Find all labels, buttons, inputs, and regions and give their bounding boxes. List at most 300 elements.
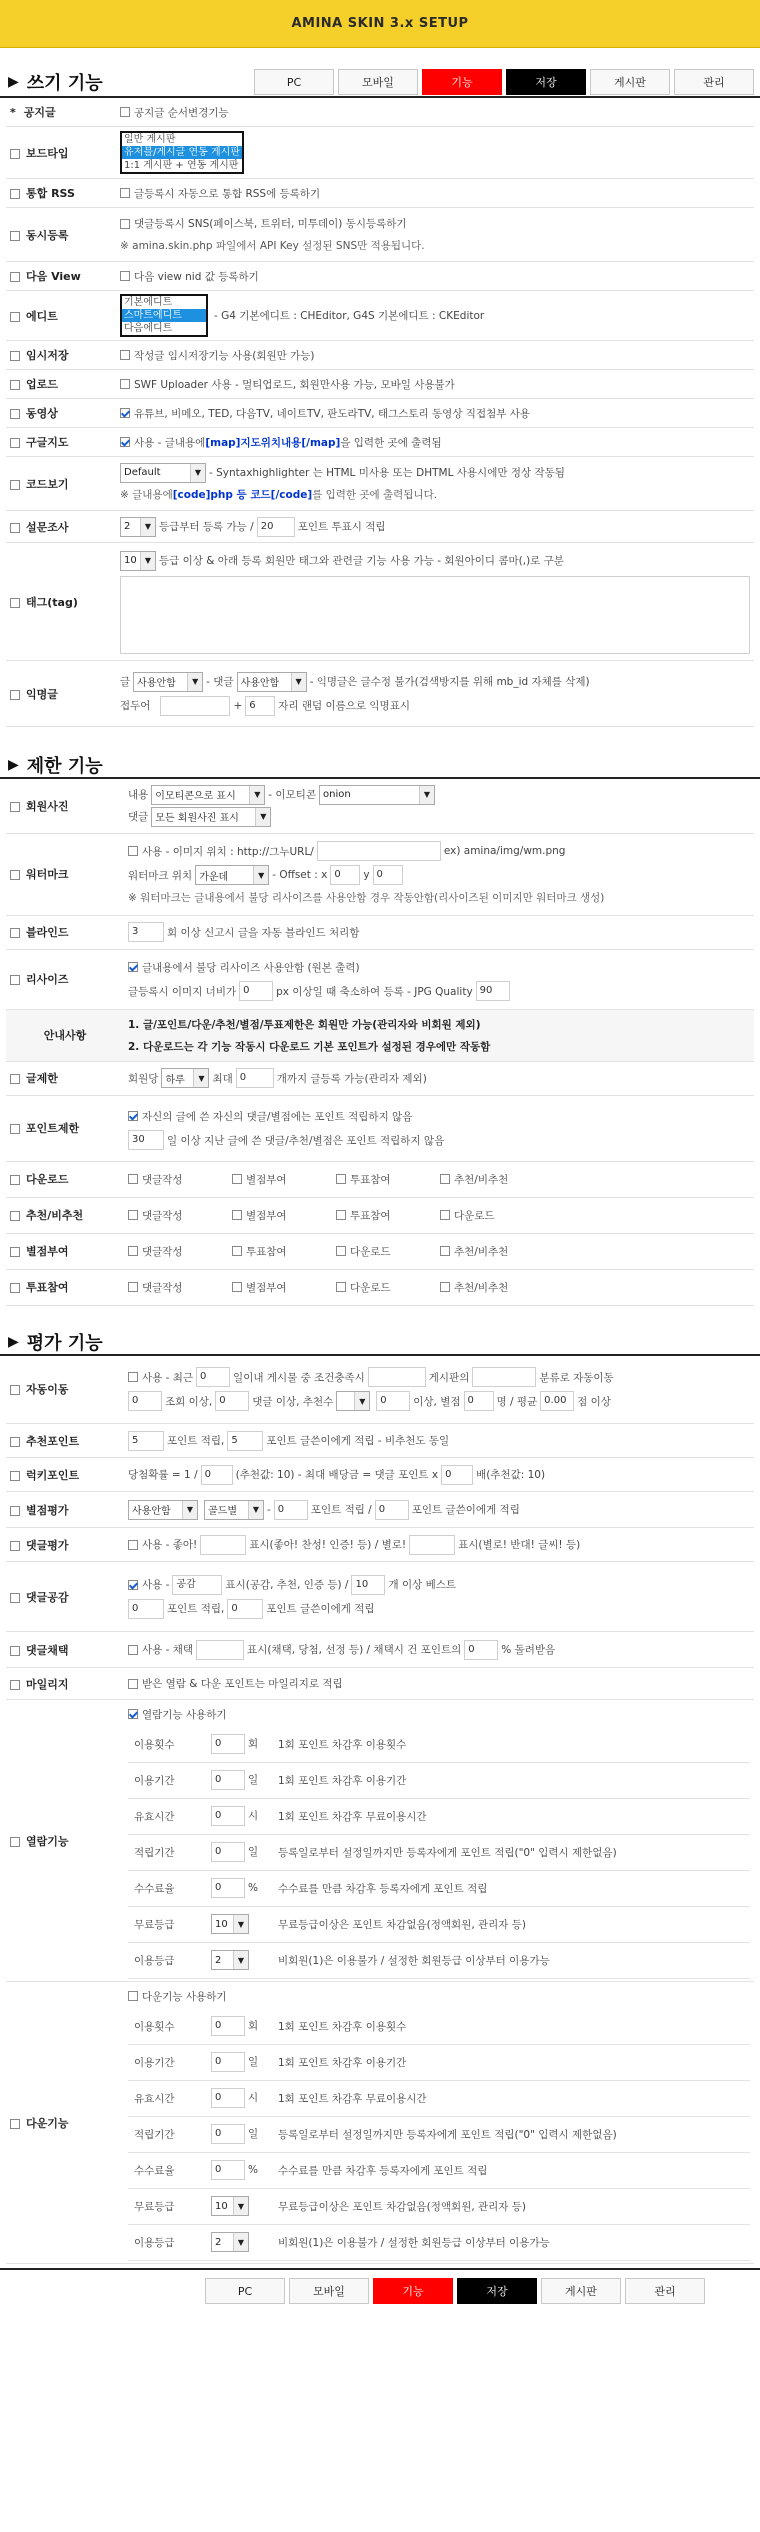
boardtype-label: 보드타입 — [26, 146, 69, 160]
sub-setting-desc: 1회 포인트 차감후 이용횟수 — [278, 1726, 750, 1762]
admin-button[interactable]: 관리 — [625, 2278, 705, 2304]
crate-text: 사용 - 좋아! — [142, 1539, 198, 1551]
resize-text: 글등록시 이미지 너비가 — [128, 985, 237, 998]
option-text: 댓글작성 — [142, 1173, 183, 1186]
auto-checkbox[interactable] — [10, 1385, 20, 1395]
select-value: Default — [124, 467, 161, 478]
dl-option-text: 다운기능 사용하기 — [142, 1990, 227, 2003]
resize-option-checkbox[interactable] — [128, 962, 138, 972]
anon-post-select[interactable] — [133, 672, 203, 692]
chevron-down-icon: ▼ — [140, 552, 155, 570]
sub-setting-desc: 수수료를 만큼 차감후 등록자에게 포인트 적립 — [278, 1870, 750, 1906]
wm-checkbox[interactable] — [10, 870, 20, 880]
sub-setting-label: 이용등급 — [128, 1942, 208, 1978]
option-checkbox[interactable] — [336, 1282, 346, 1292]
temp-checkbox[interactable] — [10, 351, 20, 361]
mile-option-checkbox[interactable] — [128, 1679, 138, 1689]
sub-setting-select[interactable] — [211, 1950, 249, 1970]
starr-style-select[interactable] — [204, 1500, 264, 1520]
wlimit-count-input[interactable]: 0 — [236, 1068, 274, 1088]
emoticon-select[interactable] — [319, 785, 435, 805]
plimit-text: 일 이상 지난 글에 쓴 댓글/추천/별점은 포인트 적립하지 않음 — [167, 1134, 445, 1147]
sub-setting-desc: 무료등급이상은 포인트 차감없음(정액회원, 관리자 등) — [278, 1906, 750, 1942]
notice-option-text: 공지글 순서변경기능 — [134, 106, 229, 119]
starr-checkbox[interactable] — [10, 1506, 20, 1516]
feature-button[interactable]: 기능 — [373, 2278, 453, 2304]
auto-star-input[interactable]: 0 — [464, 1391, 494, 1411]
option-text: 댓글작성 — [142, 1209, 183, 1222]
section-header-rate — [0, 1330, 760, 1356]
anon-text: 자리 랜덤 이름으로 익명표시 — [278, 700, 410, 712]
cpick-label-input[interactable] — [196, 1640, 244, 1660]
sub-setting-input[interactable]: 0 — [211, 2016, 245, 2036]
cemp-label-input[interactable]: 공감 — [172, 1575, 222, 1595]
option-checkbox[interactable] — [440, 1210, 450, 1220]
sub-setting-label: 수수료율 — [128, 2152, 208, 2188]
rss-option-checkbox[interactable] — [120, 188, 130, 198]
listbox-option[interactable]: 다음에디트 — [124, 323, 173, 334]
code-style-select[interactable] — [120, 463, 206, 483]
sub-setting-select[interactable] — [211, 1914, 249, 1934]
sub-setting-desc: 비회원(1)은 이용불가 / 설정한 회원등급 이상부터 이용가능 — [278, 2224, 750, 2260]
anon-label: 익명글 — [26, 687, 58, 701]
resize-width-input[interactable]: 0 — [239, 981, 273, 1001]
info-label: 안내사항 — [43, 1029, 87, 1042]
sub-setting-input[interactable]: 0 — [211, 2160, 245, 2180]
gmap-tail: 을 입력한 곳에 출력됨 — [340, 436, 442, 449]
code-checkbox[interactable] — [10, 480, 20, 490]
chevron-down-icon: ▼ — [182, 1501, 197, 1519]
chevron-down-icon: ▼ — [255, 808, 270, 826]
option-text: 추천/비추천 — [454, 1281, 509, 1294]
recom-checkbox[interactable] — [10, 1211, 20, 1221]
sub-setting-desc: 1회 포인트 차감후 무료이용시간 — [278, 1798, 750, 1834]
select-value: 하루 — [165, 1074, 185, 1086]
auto-text: 조회 이상, — [165, 1395, 213, 1408]
survey-checkbox[interactable] — [10, 523, 20, 533]
select-value: 사용안함 — [240, 678, 280, 689]
dl-label: 다운기능 — [26, 2116, 69, 2130]
video-option-checkbox[interactable] — [120, 408, 130, 418]
plimit-label: 포인트제한 — [26, 1122, 80, 1135]
option-checkbox[interactable] — [128, 1282, 138, 1292]
auto-text: 명 / 평균 — [496, 1395, 538, 1408]
chevron-down-icon: ▼ — [233, 2197, 248, 2215]
wm-position-select[interactable] — [195, 865, 269, 885]
lucky-text: 당첨확률 = 1 / — [128, 1469, 198, 1481]
gmap-checkbox[interactable] — [10, 438, 20, 448]
temp-option-text: 작성글 임시저장기능 사용(회원만 가능) — [134, 349, 315, 362]
photo-comment-select[interactable] — [151, 807, 271, 827]
cemp-text: 사용 - — [142, 1579, 170, 1591]
crate-label: 댓글평가 — [26, 1538, 69, 1552]
wlimit-checkbox[interactable] — [10, 1074, 20, 1084]
wm-offset-x-input[interactable]: 0 — [330, 865, 360, 885]
sub-setting-select[interactable] — [211, 2232, 249, 2252]
survey-text2: 포인트 투표시 적립 — [297, 521, 386, 533]
sub-setting-desc: 등록일로부터 설정일까지만 등록자에게 포인트 적립("0" 입력시 제한없음) — [278, 2116, 750, 2152]
sub-setting-row — [128, 2044, 750, 2080]
starr-text: - — [267, 1503, 271, 1516]
select-value: 2 — [124, 521, 131, 532]
listbox-option[interactable]: 일반 게시판 — [124, 134, 176, 145]
option-checkbox[interactable] — [128, 1246, 138, 1256]
star-checkbox[interactable] — [10, 1247, 20, 1257]
editor-checkbox[interactable] — [10, 312, 20, 322]
feature-button[interactable]: 기능 — [422, 69, 502, 95]
select-value: 2 — [215, 2236, 222, 2248]
option-checkbox[interactable] — [232, 1210, 242, 1220]
photo-text: 내용 — [128, 789, 149, 802]
mobile-button[interactable]: 모바일 — [289, 2278, 369, 2304]
auto-avg-input[interactable]: 0.00 — [540, 1391, 574, 1411]
resize-text: px 이상일 때 축소하여 등록 - JPG Quality — [276, 985, 473, 998]
sub-setting-input[interactable]: 0 — [211, 2088, 245, 2108]
vote-checkbox[interactable] — [10, 1283, 20, 1293]
crate-text: 표시(좋아! 찬성! 인증! 등) / 별로! — [249, 1539, 407, 1551]
rp-point-input[interactable]: 5 — [128, 1431, 164, 1451]
crate-bad-input[interactable] — [409, 1535, 455, 1555]
cpick-checkbox[interactable] — [10, 1646, 20, 1656]
select-value: 10 — [215, 1918, 228, 1930]
page-title: AMINA SKIN 3.x SETUP — [291, 16, 469, 31]
recom-label: 추천/비추천 — [26, 1209, 84, 1222]
sub-setting-unit: 시 — [248, 1810, 259, 1823]
upload-checkbox[interactable] — [10, 380, 20, 390]
bottom-button-bar — [0, 2268, 760, 2312]
read-option-text: 열람기능 사용하기 — [142, 1708, 227, 1721]
save-button[interactable]: 저장 — [457, 2278, 537, 2304]
sub-setting-input[interactable]: 0 — [211, 2124, 245, 2144]
option-text: 투표참여 — [350, 1173, 391, 1186]
sns-option-checkbox[interactable] — [120, 219, 130, 229]
auto-comments-input[interactable]: 0 — [215, 1391, 249, 1411]
blind-checkbox[interactable] — [10, 928, 20, 938]
sns-checkbox[interactable] — [10, 231, 20, 241]
temp-option-checkbox[interactable] — [120, 350, 130, 360]
sub-setting-select[interactable] — [211, 2196, 249, 2216]
anon-text: - 댓글 — [206, 676, 234, 688]
auto-text: 점 이상 — [577, 1395, 611, 1408]
cpick-percent-input[interactable]: 0 — [464, 1640, 498, 1660]
view-label: 다음 View — [26, 270, 81, 283]
option-checkbox[interactable] — [232, 1174, 242, 1184]
option-text: 댓글작성 — [142, 1281, 183, 1294]
auto-recommend-input[interactable]: 0 — [376, 1391, 410, 1411]
chevron-down-icon: ▼ — [354, 1392, 369, 1410]
star-label: 별점부여 — [26, 1245, 69, 1258]
photo-text: 댓글 — [128, 811, 149, 824]
auto-text: 이상, 별점 — [413, 1395, 461, 1408]
gmap-option-checkbox[interactable] — [120, 437, 130, 447]
sub-setting-input[interactable]: 0 — [211, 1734, 245, 1754]
lucky-mult-input[interactable]: 0 — [441, 1465, 473, 1485]
option-checkbox[interactable] — [128, 1210, 138, 1220]
resize-label: 리사이즈 — [26, 973, 69, 986]
anon-comment-select[interactable] — [237, 672, 307, 692]
sub-setting-label: 무료등급 — [128, 2188, 208, 2224]
wm-text: - Offset : x — [272, 869, 328, 881]
resize-option-text: 글내용에서 불당 리사이즈 사용안함 (원본 출력) — [142, 961, 360, 974]
jpg-quality-input[interactable]: 90 — [476, 981, 510, 1001]
option-text: 투표참여 — [246, 1245, 287, 1258]
dl-checkbox[interactable] — [10, 2119, 20, 2129]
sns-label: 동시등록 — [26, 228, 69, 242]
crate-option-checkbox[interactable] — [128, 1540, 138, 1550]
sns-note: ※ amina.skin.php 파일에서 API Key 설정된 SNS만 적용됩니다. — [120, 240, 425, 252]
starr-point-input[interactable]: 0 — [274, 1500, 308, 1520]
listbox-option[interactable]: 1:1 게시판 + 연동 게시판 — [124, 160, 239, 171]
select-value: 사용안함 — [132, 1506, 171, 1517]
photo-text: - 이모티콘 — [268, 789, 316, 802]
sub-setting-label: 적립기간 — [128, 1834, 208, 1870]
tag-label: 태그(tag) — [26, 595, 78, 609]
select-value: 10 — [215, 2200, 228, 2212]
anon-prefix-input[interactable] — [160, 696, 230, 716]
sns-option-text: 댓글등록시 SNS(페이스북, 트위터, 미투데이) 동시등록하기 — [134, 218, 407, 230]
temp-label: 임시저장 — [26, 349, 69, 362]
cpick-option-checkbox[interactable] — [128, 1645, 138, 1655]
sub-setting-input[interactable]: 0 — [211, 1878, 245, 1898]
sub-setting-label: 이용횟수 — [128, 2008, 208, 2044]
select-value: 2 — [215, 1954, 222, 1966]
write-settings-table: * 공지글 공지글 순서변경기능 보드타입 일반 게시판 유저블/게시글 연동 게시판 1:1 게시판 + 연동 게시판 통합 RSS 글등록시 자동으로 통합 RSS에 등록하기 동시등록 댓글등록시 SNS(페이스북, 트위터, 미투데이) 동시등록하기 ※ amina.skin.php 파일에서 API Key 설정된 SNS만 적용됩니다. 다음 View 다음 view nid 값 등록하기 에디트 기본에디트 스마트에디트 다음에디트 - G4 기본에디트 : CHEditor, G4S 기본에디트 : CKEditor 임시저장 작성글 임시저장기능 사용(회원만 가능) 업로드 SWF Uploader 사용 - 멀티업로드, 회원만사용 가능, 모바일 사용불가 동영상 유튜브, 비메오, TED, 다음TV, 네이트TV, 판도라TV, 태그스토리 동영상 직접첨부 사용 구글지도 사용 - 글내용에 [map]지도위치내용[/map] 을 입력한 곳에 출력됨 코드보기 Default ▼ - Syntaxhighlighter 는 HTML 미사용 또는 DHTML 사용시에만 정상 작동됨 ※ 글내용에 [code]php 등 코드[/code] 를 입력한 곳에 출력됩니다. 설문조사 2 ▼ 등급부터 등록 가능 / 20 포인트 투표시 적립 태그(tag) 10 ▼ 등급 이상 & 아래 등록 회원만 태그와 관련글 기능 사용 가능 - 회원아이디 콤마(,)로 구분 익명글 글 사용안함 ▼ - 댓글 사용안함 ▼ - 익명글은 글수정 불가(검색방지를 위해 mb_id 자체를 삭제) 접두어 + 6 자리 랜덤 이름으로 익명표시 — [6, 98, 754, 727]
mile-option-text: 받은 열람 & 다운 포인트는 마일리지로 적립 — [142, 1678, 343, 1690]
sub-setting-desc: 비회원(1)은 이용불가 / 설정한 회원등급 이상부터 이용가능 — [278, 1942, 750, 1978]
section-header-write — [0, 68, 760, 98]
down-checkbox[interactable] — [10, 1175, 20, 1185]
option-checkbox[interactable] — [232, 1282, 242, 1292]
pc-button[interactable]: PC — [205, 2278, 285, 2304]
video-label: 동영상 — [26, 407, 58, 420]
listbox-option[interactable]: 기본에디트 — [124, 297, 173, 308]
notice-label: 공지글 — [23, 106, 56, 119]
editor-desc: - G4 기본에디트 : CHEditor, G4S 기본에디트 : CKEditor — [214, 310, 485, 322]
rss-checkbox[interactable] — [10, 189, 20, 199]
code-note-tail: 를 입력한 곳에 출력됩니다. — [312, 489, 438, 501]
code-desc: - Syntaxhighlighter 는 HTML 미사용 또는 DHTML 사용시에만 정상 작동됨 — [209, 467, 565, 479]
tag-level-select[interactable] — [120, 551, 156, 571]
cpick-text: % 돌려받음 — [501, 1644, 556, 1656]
chevron-down-icon: ▼ — [187, 673, 202, 691]
wlimit-text: 회원당 — [128, 1072, 159, 1085]
starr-label: 별점평가 — [26, 1503, 69, 1517]
option-checkbox[interactable] — [440, 1174, 450, 1184]
auto-views-input[interactable]: 0 — [128, 1391, 162, 1411]
sub-setting-row — [128, 1762, 750, 1798]
auto-text: 댓글 이상, 추천수 — [252, 1395, 334, 1408]
lucky-text: (추천값: 10) - 최대 배당금 = 댓글 포인트 x — [235, 1469, 439, 1481]
plimit-checkbox[interactable] — [10, 1124, 20, 1134]
option-checkbox[interactable] — [336, 1210, 346, 1220]
wm-offset-y-input[interactable]: 0 — [373, 865, 403, 885]
survey-label: 설문조사 — [26, 520, 69, 534]
wm-note: ※ 워터마크는 글내용에서 불당 리사이즈를 사용안함 경우 작동안함(리사이즈된 이미지만 워터마크 생성) — [128, 891, 605, 904]
rp-label: 추천포인트 — [26, 1434, 80, 1448]
wm-option-text: 사용 - 이미지 위치 : http://그누URL/ — [142, 845, 314, 858]
section-title-write: 쓰기 기능 — [26, 73, 103, 94]
mobile-button[interactable]: 모바일 — [338, 69, 418, 95]
sub-setting-row — [128, 1726, 750, 1762]
cemp-point-input[interactable]: 0 — [128, 1599, 164, 1619]
sub-setting-unit: 일 — [248, 1846, 259, 1859]
lucky-text: 배(추천값: 10) — [476, 1469, 546, 1481]
rp-checkbox[interactable] — [10, 1437, 20, 1447]
sub-setting-input[interactable]: 0 — [211, 1806, 245, 1826]
cemp-option-checkbox[interactable] — [128, 1580, 138, 1590]
editor-listbox[interactable] — [120, 294, 208, 337]
chevron-down-icon: ▼ — [419, 786, 434, 804]
dl-settings-subtable — [128, 2008, 750, 2261]
board-button[interactable]: 게시판 — [541, 2278, 621, 2304]
sub-setting-input[interactable]: 0 — [211, 2052, 245, 2072]
top-banner — [0, 0, 760, 48]
view-checkbox[interactable] — [10, 272, 20, 282]
video-option-text: 유튜브, 비메오, TED, 다음TV, 네이트TV, 판도라TV, 태그스토리 동영상 직접첨부 사용 — [134, 407, 530, 420]
plimit-option-checkbox[interactable] — [128, 1111, 138, 1121]
auto-recommend-select[interactable] — [336, 1391, 370, 1411]
editor-label: 에디트 — [26, 309, 58, 323]
tag-checkbox[interactable] — [10, 598, 20, 608]
blind-text: 회 이상 신고시 글을 자동 블라인드 처리함 — [167, 926, 360, 939]
option-checkbox[interactable] — [232, 1246, 242, 1256]
limit-settings-table — [6, 779, 754, 1306]
cemp-checkbox[interactable] — [10, 1593, 20, 1603]
save-button[interactable]: 저장 — [506, 69, 586, 95]
sub-setting-unit: % — [248, 1882, 258, 1895]
sub-setting-row — [128, 1834, 750, 1870]
sub-setting-desc: 등록일로부터 설정일까지만 등록자에게 포인트 적립("0" 입력시 제한없음) — [278, 1834, 750, 1870]
sub-setting-input[interactable]: 0 — [211, 1842, 245, 1862]
admin-button[interactable]: 관리 — [674, 69, 754, 95]
sub-setting-row — [128, 1870, 750, 1906]
sub-setting-desc: 무료등급이상은 포인트 차감없음(정액회원, 관리자 등) — [278, 2188, 750, 2224]
cemp-best-input[interactable]: 10 — [351, 1575, 385, 1595]
option-checkbox[interactable] — [440, 1282, 450, 1292]
select-value: 10 — [124, 555, 137, 566]
listbox-option-selected[interactable]: 유저블/게시글 연동 게시판 — [124, 147, 240, 158]
auto-days-input[interactable]: 0 — [196, 1367, 230, 1387]
chevron-down-icon: ▼ — [253, 866, 268, 884]
notice-checkbox[interactable] — [120, 107, 130, 117]
cemp-label: 댓글공감 — [26, 1590, 69, 1604]
mile-checkbox[interactable] — [10, 1680, 20, 1690]
sub-setting-row — [128, 2224, 750, 2260]
survey-level-select[interactable] — [120, 517, 156, 537]
option-text: 별점부여 — [246, 1209, 287, 1222]
tag-members-textarea[interactable] — [120, 576, 750, 654]
sub-setting-input[interactable]: 0 — [211, 1770, 245, 1790]
chevron-down-icon: ▼ — [233, 2233, 248, 2251]
plimit-option-text: 자신의 글에 쓴 자신의 댓글/별점에는 포인트 적립하지 않음 — [142, 1110, 413, 1123]
option-checkbox[interactable] — [336, 1174, 346, 1184]
option-checkbox[interactable] — [336, 1246, 346, 1256]
boardtype-listbox[interactable] — [120, 131, 244, 174]
sub-setting-row — [128, 2080, 750, 2116]
sub-setting-desc: 1회 포인트 차감후 이용기간 — [278, 2044, 750, 2080]
lucky-label: 럭키포인트 — [26, 1468, 80, 1482]
chevron-down-icon: ▼ — [233, 1951, 248, 1969]
view-option-checkbox[interactable] — [120, 271, 130, 281]
wm-option-checkbox[interactable] — [128, 846, 138, 856]
select-value: 모든 회원사진 표시 — [155, 813, 239, 825]
photo-checkbox[interactable] — [10, 802, 20, 812]
anon-text: - 익명글은 글수정 불가(검색방지를 위해 mb_id 자체를 삭제) — [309, 676, 590, 688]
wlimit-text: 최대 — [212, 1072, 233, 1085]
option-checkbox[interactable] — [440, 1246, 450, 1256]
sub-setting-desc: 1회 포인트 차감후 이용횟수 — [278, 2008, 750, 2044]
auto-option-checkbox[interactable] — [128, 1372, 138, 1382]
auto-text: 게시판의 — [428, 1371, 470, 1384]
video-checkbox[interactable] — [10, 409, 20, 419]
wm-path-input[interactable] — [317, 841, 441, 861]
chevron-down-icon: ▼ — [190, 464, 205, 482]
blind-count-input[interactable]: 3 — [128, 922, 164, 942]
sub-setting-row — [128, 2152, 750, 2188]
read-checkbox[interactable] — [10, 1837, 20, 1847]
sub-setting-unit: 시 — [248, 2092, 259, 2105]
pc-button[interactable]: PC — [254, 69, 334, 95]
gmap-label: 구글지도 — [26, 436, 69, 449]
gmap-code: [map]지도위치내용[/map] — [205, 436, 341, 449]
option-text: 추천/비추천 — [454, 1173, 509, 1186]
photo-content-select[interactable] — [151, 785, 265, 805]
option-checkbox[interactable] — [128, 1174, 138, 1184]
crate-checkbox[interactable] — [10, 1541, 20, 1551]
select-value: 가운데 — [199, 871, 229, 883]
dl-option-checkbox[interactable] — [128, 1991, 138, 2001]
read-label: 열람기능 — [26, 1834, 69, 1848]
cemp-text: 개 이상 베스트 — [388, 1579, 457, 1591]
upload-option-checkbox[interactable] — [120, 379, 130, 389]
lucky-prob-input[interactable]: 0 — [201, 1465, 233, 1485]
select-value: 골드별 — [208, 1506, 237, 1517]
info-line-2: 2. 다운로드는 각 기능 작동시 다운로드 기본 포인트가 설정된 경우에만 작동함 — [128, 1040, 491, 1053]
wlimit-text: 개까지 글등록 가능(관리자 제외) — [276, 1072, 427, 1085]
starr-writer-input[interactable]: 0 — [375, 1500, 409, 1520]
sub-setting-label: 유효시간 — [128, 2080, 208, 2116]
boardtype-checkbox[interactable] — [10, 149, 20, 159]
wlimit-period-select[interactable] — [161, 1068, 209, 1088]
cemp-text: 표시(공감, 추천, 인증 등) / — [225, 1579, 349, 1591]
rate-settings-table — [6, 1356, 754, 2265]
auto-board-input[interactable] — [368, 1367, 426, 1387]
starr-use-select[interactable] — [128, 1500, 198, 1520]
survey-point-input[interactable]: 20 — [257, 517, 295, 537]
sub-setting-label: 이용횟수 — [128, 1726, 208, 1762]
cemp-text: 포인트 적립, — [167, 1603, 225, 1615]
cemp-writer-input[interactable]: 0 — [227, 1599, 263, 1619]
anon-digits-input[interactable]: 6 — [245, 696, 275, 716]
option-text: 추천/비추천 — [454, 1245, 509, 1258]
listbox-option-selected[interactable]: 스마트에디트 — [122, 309, 206, 322]
gmap-option-text: 사용 - 글내용에 — [134, 436, 206, 449]
sub-setting-desc: 1회 포인트 차감후 이용기간 — [278, 1762, 750, 1798]
resize-checkbox[interactable] — [10, 975, 20, 985]
wm-text: y — [363, 869, 370, 881]
plimit-days-input[interactable]: 30 — [128, 1130, 164, 1150]
option-text: 다운로드 — [454, 1209, 495, 1222]
read-option-checkbox[interactable] — [128, 1709, 138, 1719]
upload-option-text: SWF Uploader 사용 - 멀티업로드, 회원만사용 가능, 모바일 사용불가 — [134, 378, 455, 391]
lucky-checkbox[interactable] — [10, 1471, 20, 1481]
board-button[interactable]: 게시판 — [590, 69, 670, 95]
rp-writer-input[interactable]: 5 — [227, 1431, 263, 1451]
crate-good-input[interactable] — [200, 1535, 246, 1555]
auto-category-input[interactable] — [472, 1367, 536, 1387]
chevron-down-icon: ▼ — [249, 786, 264, 804]
anon-checkbox[interactable] — [10, 690, 20, 700]
